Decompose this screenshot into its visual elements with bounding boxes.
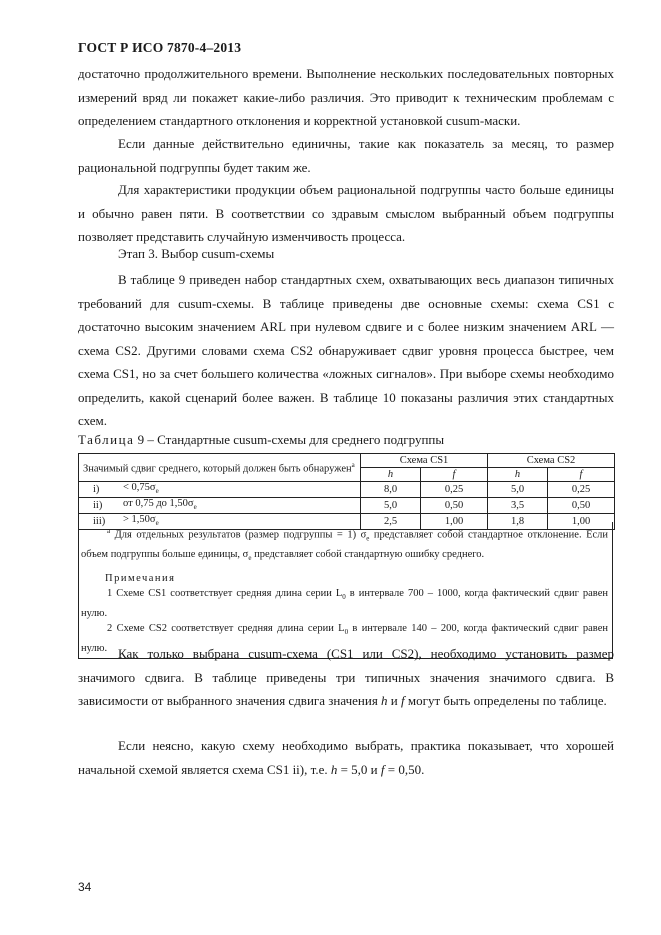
paragraph-5: Как только выбрана cusum-схема (CS1 или CS2), необходимо установить размер значимого сдвига. В таблице приведены три типичных значения значимого сдвига. В зависимости от выбранного значения сдвига значения h и f могут быть определены по таблице.: [78, 646, 614, 708]
paragraph-1: достаточно продолжительного времени. Выполнение нескольких последовательных повторных измерений вряд ли покажет какие-либо различия. Это приводит к техническим проблемам с определением стандартного отклонения и корректной установкой cusum-маски.: [78, 66, 614, 128]
row-h2: 1,8: [488, 514, 548, 530]
table-header-f2: f: [548, 468, 615, 482]
table-header-cs2: Схема CS2: [488, 454, 615, 468]
table-notes: [78, 522, 613, 659]
notes-title: Примечания: [105, 572, 176, 584]
table-header-row: [79, 454, 615, 468]
table-header-cs1: Схема CS1: [361, 454, 488, 468]
note-2: 2 Схеме CS2 соответствует средняя длина серии $L_0$ в интервале 140 – 200, когда фактический сдвиг равен нулю.: [81, 623, 608, 654]
stage-heading: Этап 3. Выбор cusum-схемы: [118, 246, 275, 261]
page-number: 34: [78, 880, 92, 894]
row-label: от 0,75 до $1,50\sigma_е$: [119, 498, 361, 514]
table-caption-text: 9 – Стандартные cusum-схемы для среднего подгруппы: [137, 432, 445, 447]
row-number: iii): [79, 514, 120, 530]
row-f2: 0,25: [548, 482, 615, 498]
row-number: i): [79, 482, 120, 498]
table-header-shift: Значимый сдвиг среднего, который должен быть обнаружен$^а$: [79, 454, 361, 482]
document-header: ГОСТ Р ИСО 7870-4–2013: [78, 40, 242, 55]
row-h1: 2,5: [361, 514, 421, 530]
row-h1: 5,0: [361, 498, 421, 514]
paragraph-2: Если данные действительно единичны, такие как показатель за месяц, то размер рациональной подгруппы будет таким же.: [78, 136, 614, 175]
table-row: [79, 482, 615, 498]
table-row: [79, 498, 615, 514]
row-f1: 1,00: [421, 514, 488, 530]
row-f1: 0,25: [421, 482, 488, 498]
row-h2: 3,5: [488, 498, 548, 514]
table-caption-label: Таблица: [78, 432, 135, 447]
row-label: > $1,50\sigma_е$: [119, 514, 361, 530]
paragraph-3: Для характеристики продукции объем рациональной подгруппы часто больше единицы и обычно равен пяти. В соответствии со здравым смыслом выбранный объем подгруппы позволяет представить случайную изменчивость процесса.: [78, 182, 614, 244]
paragraph-6: Если неясно, какую схему необходимо выбрать, практика показывает, что хорошей начальной схемой является схема CS1 ii), т.е. h = 5,0 и f = 0,50.: [78, 738, 614, 777]
paragraph-4: В таблице 9 приведен набор стандартных схем, охватывающих весь диапазон типичных требований для cusum-схемы. В таблице приведены две основные схемы: схема CS1 с достаточно высоким значением ARL при нулевом сдвиге и с более низким значением ARL — схема CS2. Другими словами схема CS2 обнаруживает сдвиг уровня процесса быстрее, чем схема CS1, но за счет большего количества «ложных сигналов». При выборе схемы необходимо определить, какой сценарий более важен. В таблице 10 показаны различия этих стандартных схем.: [78, 272, 614, 428]
table-header-h1: h: [361, 468, 421, 482]
row-label: < $0,75\sigma_е$: [119, 482, 361, 498]
table-header-h2: h: [488, 468, 548, 482]
table-caption: [78, 432, 444, 448]
note-1: 1 Схеме CS1 соответствует средняя длина серии $L_0$ в интервале 700 – 1000, когда фактический сдвиг равен нулю.: [81, 588, 608, 619]
row-f2: 1,00: [548, 514, 615, 530]
row-f1: 0,50: [421, 498, 488, 514]
table-footnote: $^а$ Для отдельных результатов (размер подгруппы = 1) $\sigma_е$ представляет собой стандартное отклонение. Если объем подгруппы больше единицы, $\sigma_е$ представляет собой стандартную ошибку среднего.: [81, 527, 609, 563]
row-h2: 5,0: [488, 482, 548, 498]
row-h1: 8,0: [361, 482, 421, 498]
cusum-table: [78, 453, 615, 530]
table-header-f1: f: [421, 468, 488, 482]
row-number: ii): [79, 498, 120, 514]
row-f2: 0,50: [548, 498, 615, 514]
